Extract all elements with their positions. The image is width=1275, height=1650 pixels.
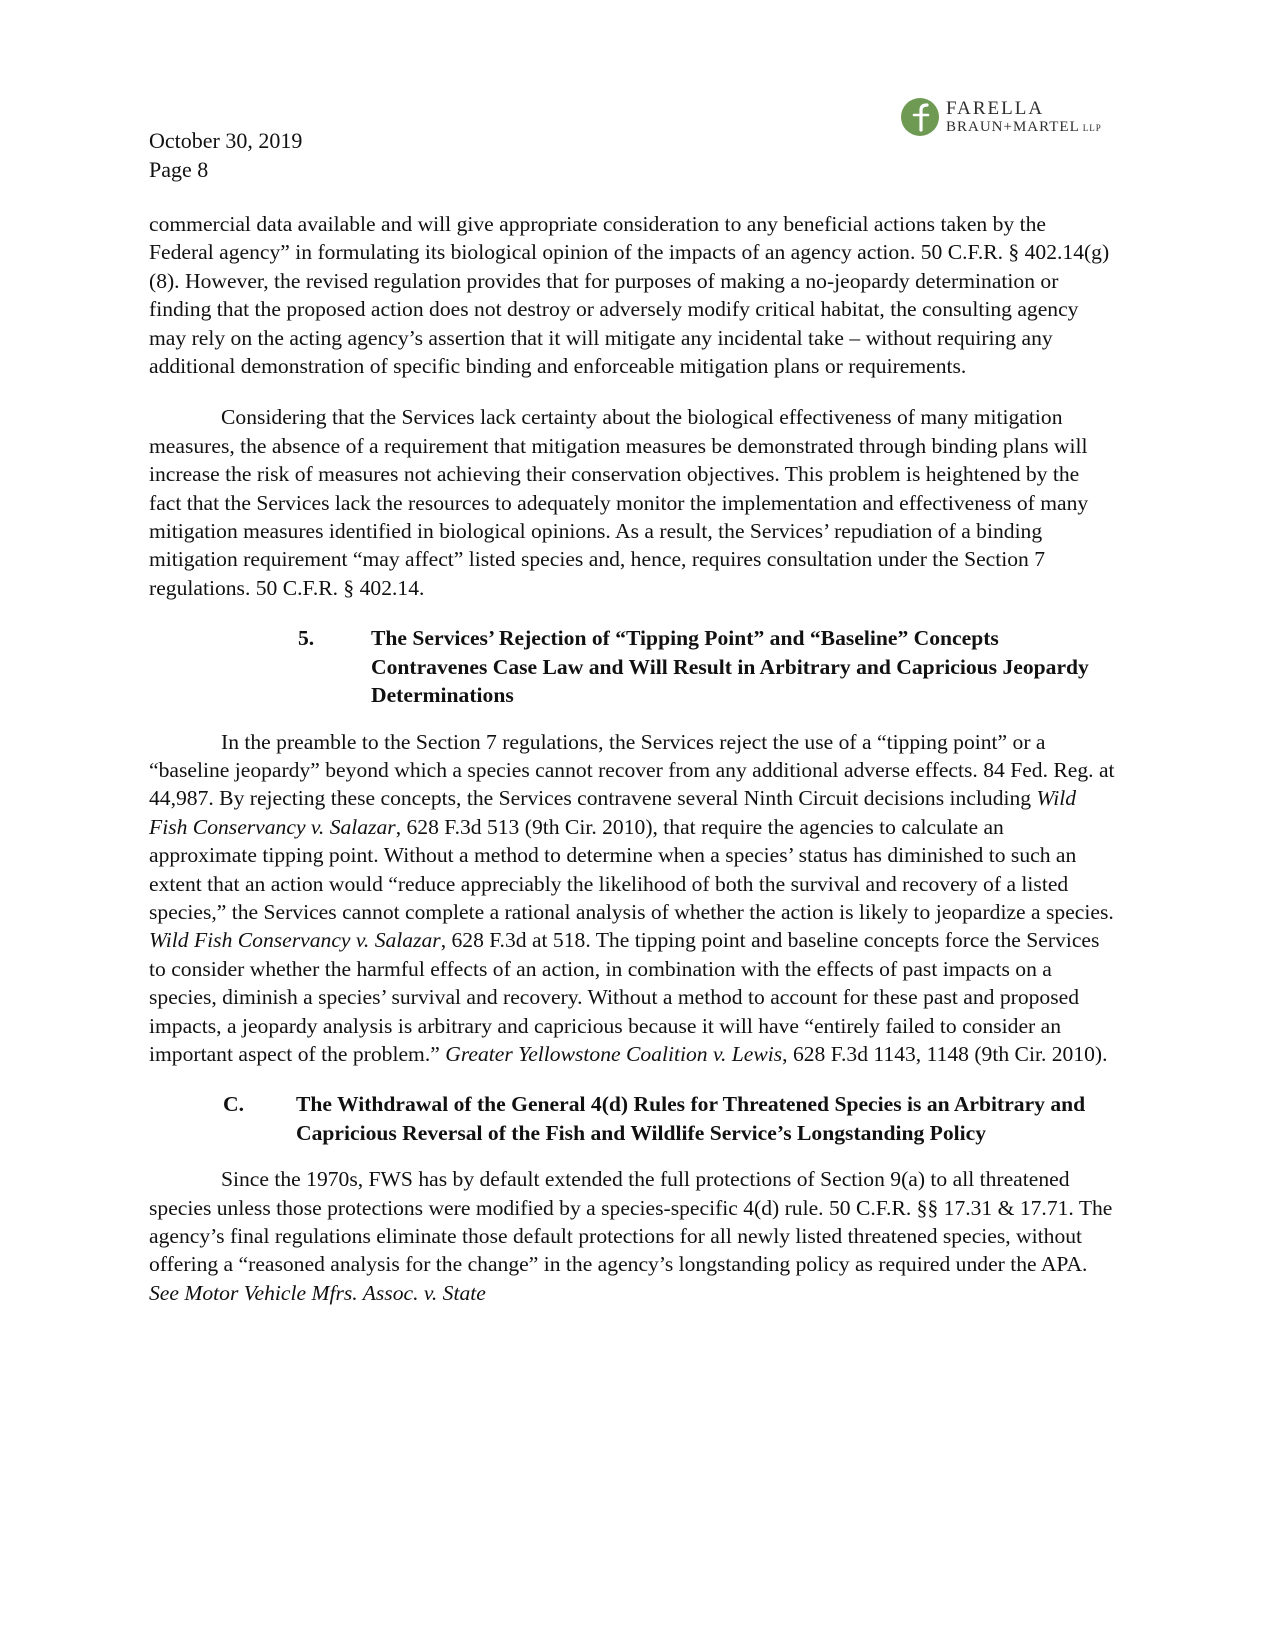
paragraph-3-text-3: , 628 F.3d at 518. The tipping point and baseline concepts force the Services to consider whether the harmful effects of an action, in combination with the effects of past impacts on a species, diminish a species’ survival and recovery. Without a method to account for these past and proposed impacts, a jeopardy analysis is arbitrary and capricious because it will have “entirely failed to consider an important aspect of the problem.” bbox=[149, 928, 1100, 1066]
page-number: Page 8 bbox=[149, 157, 209, 182]
paragraph-4 bbox=[149, 1165, 1116, 1307]
section-title: The Withdrawal of the General 4(d) Rules for Threatened Species is an Arbitrary and Capricious Reversal of the Fish and Wildlife Service’s Longstanding Policy bbox=[296, 1092, 1086, 1145]
section-heading-c bbox=[149, 1090, 1116, 1147]
paragraph-3-text-2: , 628 F.3d 513 (9th Cir. 2010), that require the agencies to calculate an approximate tipping point. Without a method to determine when a species’ status has diminished to such an extent that an action would “reduce appreciably the likelihood of both the survival and recovery of a listed species,” the Services cannot complete a rational analysis of whether the action is likely to jeopardize a species. bbox=[149, 814, 1114, 924]
section-number: 5. bbox=[298, 626, 315, 651]
section-title: The Services’ Rejection of “Tipping Point” and “Baseline” Concepts Contravenes Case Law and Will Result in Arbitrary and Capricious Jeopardy Determinations bbox=[371, 626, 1089, 708]
paragraph-3-text-4: , 628 F.3d 1143, 1148 (9th Cir. 2010). bbox=[782, 1041, 1108, 1066]
logo-name-line1: FARELLA bbox=[946, 98, 1045, 119]
section-heading-5 bbox=[149, 624, 1116, 709]
section-letter: C. bbox=[223, 1092, 244, 1117]
paragraph-3-text-1: In the preamble to the Section 7 regulations, the Services reject the use of a “tipping point” or a “baseline jeopardy” beyond which a species cannot recover from any additional adverse effects. 84 Fed. Reg. at 44,987. By rejecting these concepts, the Services contravene several Ninth Circuit decisions including bbox=[149, 729, 1115, 811]
logo-suffix: LLP bbox=[1082, 123, 1102, 133]
case-citation: Wild Fish Conservancy v. Salazar bbox=[149, 928, 441, 953]
leaf-logo-icon bbox=[900, 97, 940, 137]
paragraph-4-text-1: Since the 1970s, FWS has by default extended the full protections of Section 9(a) to all threatened species unless those protections were modified by a species-specific 4(d) rule. 50 C.F.R. §§ 17.31 & 17.71. The agency’s final regulations eliminate those default protections for all newly listed threatened species, without offering a “reasoned analysis for the change” in the agency’s longstanding policy as required under the APA. bbox=[149, 1167, 1113, 1277]
firm-logo bbox=[900, 97, 1102, 137]
paragraph-1: commercial data available and will give appropriate consideration to any beneficial actions taken by the Federal agency” in formulating its biological opinion of the impacts of an agency action. 50 C.F.R. § 402.14(g)(8). However, the revised regulation provides that for purposes of making a no-jeopardy determination or finding that the proposed action does not destroy or adversely modify critical habitat, the consulting agency may rely on the acting agency’s assertion that it will mitigate any incidental take – without requiring any additional demonstration of specific binding and enforceable mitigation plans or requirements. bbox=[149, 212, 1110, 379]
case-citation: See Motor Vehicle Mfrs. Assoc. v. State bbox=[149, 1280, 486, 1305]
letter-header bbox=[149, 126, 302, 184]
logo-name-main: BRAUN+MARTEL bbox=[946, 119, 1080, 135]
paragraph-2: Considering that the Services lack certainty about the biological effectiveness of many mitigation measures, the absence of a requirement that mitigation measures be demonstrated through binding plans will increase the risk of measures not achieving their conservation objectives. This problem is heightened by the fact that the Services lack the resources to adequately monitor the implementation and effectiveness of many mitigation measures identified in biological opinions. As a result, the Services’ repudiation of a binding mitigation requirement “may affect” listed species and, hence, requires consultation under the Section 7 regulations. 50 C.F.R. § 402.14. bbox=[149, 405, 1089, 600]
paragraph-3 bbox=[149, 728, 1116, 1069]
letter-body bbox=[149, 210, 1116, 1307]
case-citation: Wild Fish Conservancy v. Salazar bbox=[149, 786, 1077, 839]
case-citation: Greater Yellowstone Coalition v. Lewis bbox=[445, 1041, 783, 1066]
logo-name-line2 bbox=[946, 120, 1102, 135]
letter-date: October 30, 2019 bbox=[149, 128, 303, 153]
